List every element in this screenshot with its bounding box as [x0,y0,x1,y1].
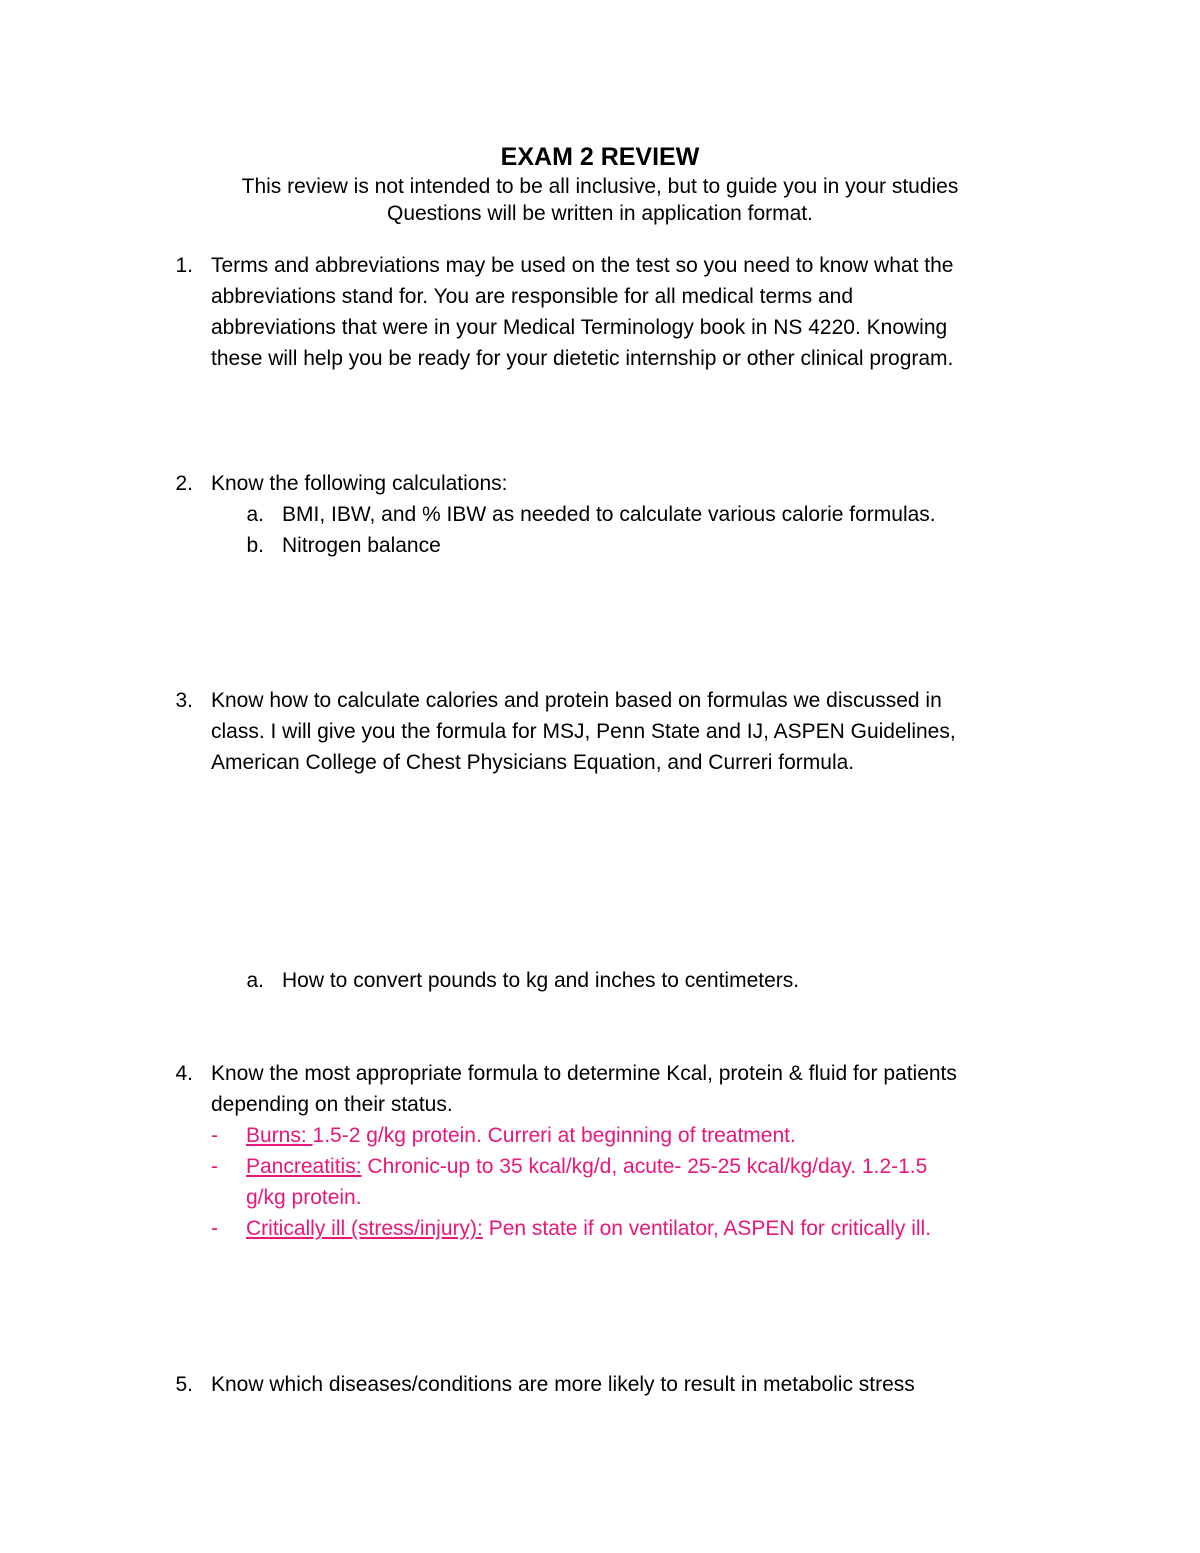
subitem-text: How to convert pounds to kg and inches to centimeters. [282,969,800,992]
note-text: Chronic-up to 35 kcal/kg/d, acute- 25-25 kcal/kg/day. 1.2-1.5 [361,1155,928,1178]
note-text: 1.5-2 g/kg protein. Curreri at beginning of treatment. [312,1124,796,1147]
subtitle-line-2: Questions will be written in application format. [386,202,814,225]
subitem-letter: a. [246,503,264,526]
subitem-letter: a. [246,969,264,992]
note-dash: - [211,1124,218,1147]
item-text-line: Know which diseases/conditions are more likely to result in metabolic stress [211,1373,915,1396]
note-text: Pen state if on ventilator, ASPEN for critically ill. [482,1217,932,1240]
note-pancreatitis [246,1151,927,1182]
subitem-letter: b. [246,534,264,557]
item-number: 5. [175,1373,193,1396]
item-text-line: Terms and abbreviations may be used on the test so you need to know what the [211,254,954,277]
item-number: 3. [175,689,193,712]
note-label: Burns: [246,1124,313,1147]
subtitle-line-1: This review is not intended to be all inclusive, but to guide you in your studies [241,175,959,198]
item-text-line: Know the most appropriate formula to determine Kcal, protein & fluid for patients [211,1062,957,1085]
note-dash: - [211,1155,218,1178]
item-text-line: these will help you be ready for your dietetic internship or other clinical program. [211,347,954,370]
item-text-line: abbreviations stand for. You are responsible for all medical terms and [211,285,854,308]
note-label: Pancreatitis: [246,1155,362,1178]
note-critically-ill [246,1213,931,1244]
item-number: 2. [175,472,193,495]
note-dash: - [211,1217,218,1240]
item-text-line: abbreviations that were in your Medical Terminology book in NS 4220. Knowing [211,316,948,339]
item-text-line: depending on their status. [211,1093,453,1116]
item-text-line: class. I will give you the formula for MSJ, Penn State and IJ, ASPEN Guidelines, [211,720,956,743]
note-continuation: g/kg protein. [246,1186,362,1209]
note-label: Critically ill (stress/injury): [246,1217,483,1240]
item-number: 4. [175,1062,193,1085]
subitem-text: BMI, IBW, and % IBW as needed to calculate various calorie formulas. [282,503,936,526]
page-title: EXAM 2 REVIEW [500,143,700,171]
subitem-text: Nitrogen balance [282,534,441,557]
item-text-line: American College of Chest Physicians Equation, and Curreri formula. [211,751,855,774]
item-text-line: Know how to calculate calories and protein based on formulas we discussed in [211,689,942,712]
note-burns [246,1120,796,1151]
item-number: 1. [175,254,193,277]
item-text-line: Know the following calculations: [211,472,508,495]
